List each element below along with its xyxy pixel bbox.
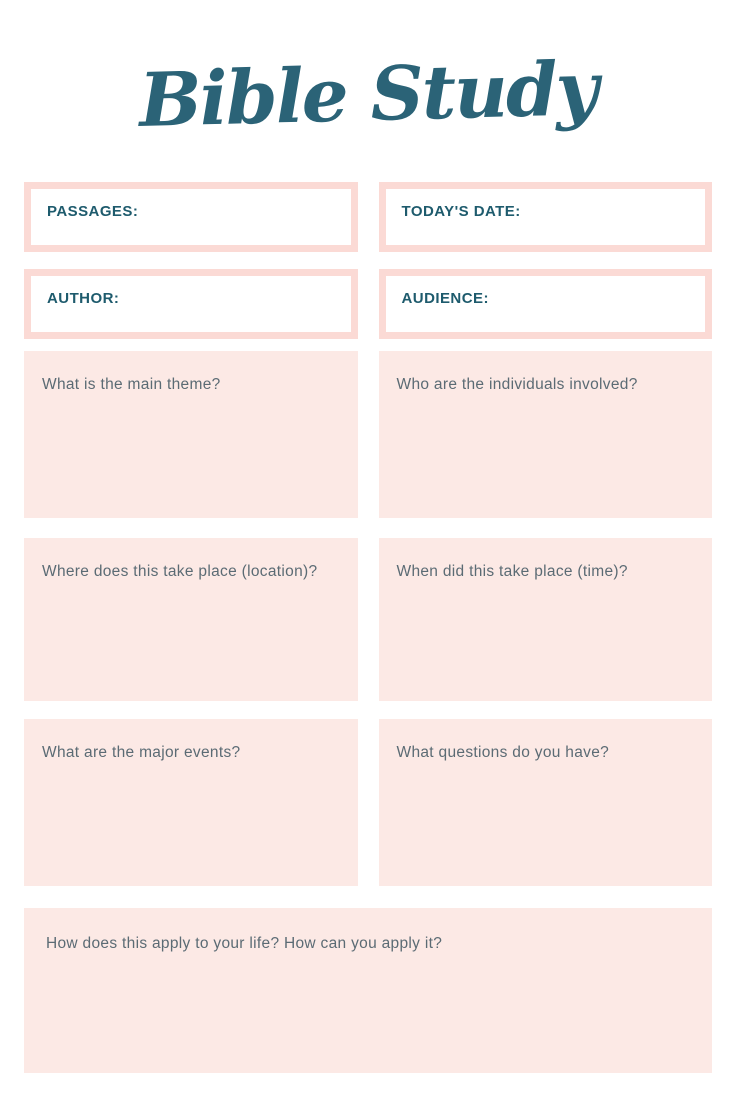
location-question: Where does this take place (location)?	[42, 563, 318, 580]
page-title: Bible Study	[138, 46, 598, 144]
main-theme-question: What is the main theme?	[42, 376, 221, 393]
life-application-question: How does this apply to your life? How can you apply it?	[46, 935, 443, 952]
life-application-answer-box[interactable]	[24, 908, 712, 1073]
individuals-involved-question: Who are the individuals involved?	[396, 376, 638, 393]
individuals-involved-answer-box[interactable]	[379, 351, 713, 518]
audience-field[interactable]	[379, 269, 713, 339]
todays-date-field[interactable]	[379, 182, 713, 252]
time-answer-box[interactable]	[379, 538, 713, 701]
main-theme-answer-box[interactable]	[24, 351, 358, 518]
question-row-3	[24, 719, 712, 908]
passages-label: PASSAGES:	[47, 203, 139, 220]
todays-date-label: TODAY'S DATE:	[401, 203, 521, 220]
your-questions-answer-box[interactable]	[379, 719, 713, 886]
time-question: When did this take place (time)?	[396, 563, 628, 580]
question-row-1	[24, 351, 712, 538]
header-fields-row-2	[24, 269, 712, 351]
location-answer-box[interactable]	[24, 538, 358, 701]
author-field[interactable]	[24, 269, 358, 339]
title-area	[24, 0, 712, 182]
header-fields-row-1	[24, 182, 712, 269]
question-row-2	[24, 538, 712, 719]
passages-field[interactable]	[24, 182, 358, 252]
your-questions-question: What questions do you have?	[396, 744, 610, 761]
author-label: AUTHOR:	[47, 290, 120, 307]
major-events-answer-box[interactable]	[24, 719, 358, 886]
major-events-question: What are the major events?	[42, 744, 241, 761]
audience-label: AUDIENCE:	[401, 290, 489, 307]
